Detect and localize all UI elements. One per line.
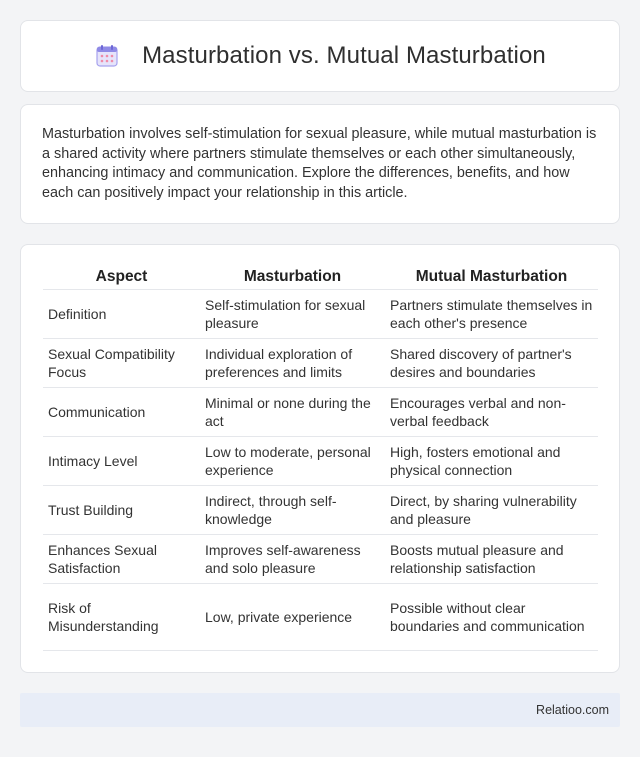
mutual-masturbation-cell: Possible without clear boundaries and communication xyxy=(385,584,598,651)
table-header-row xyxy=(43,266,598,290)
comparison-table xyxy=(43,266,598,651)
table-row xyxy=(43,584,598,651)
table-row xyxy=(43,535,598,584)
intro-text: Masturbation involves self-stimulation for sexual pleasure, while mutual masturbation is a shared activity where partners stimulate themselves or each other simultaneously, enhancing intimacy and communication. Explore the differences, benefits, and how each can positively impact your relationship in this article. xyxy=(42,126,597,201)
comparison-table-card xyxy=(20,244,620,673)
aspect-cell: Intimacy Level xyxy=(43,437,200,486)
footer-bar xyxy=(20,693,620,727)
masturbation-cell: Self-stimulation for sexual pleasure xyxy=(200,290,385,339)
mutual-masturbation-cell: High, fosters emotional and physical connection xyxy=(385,437,598,486)
mutual-masturbation-cell: Encourages verbal and non-verbal feedback xyxy=(385,388,598,437)
table-row xyxy=(43,486,598,535)
aspect-cell: Definition xyxy=(43,290,200,339)
title-card xyxy=(20,20,620,92)
aspect-cell: Trust Building xyxy=(43,486,200,535)
masturbation-cell: Low to moderate, personal experience xyxy=(200,437,385,486)
calendar-icon xyxy=(94,43,120,69)
column-header-aspect: Aspect xyxy=(43,266,200,290)
masturbation-cell: Low, private experience xyxy=(200,584,385,651)
masturbation-cell: Individual exploration of preferences and limits xyxy=(200,339,385,388)
mutual-masturbation-cell: Direct, by sharing vulnerability and pleasure xyxy=(385,486,598,535)
footer-brand: Relatioo.com xyxy=(536,703,609,717)
mutual-masturbation-cell: Partners stimulate themselves in each other's presence xyxy=(385,290,598,339)
mutual-masturbation-cell: Boosts mutual pleasure and relationship satisfaction xyxy=(385,535,598,584)
page-title: Masturbation vs. Mutual Masturbation xyxy=(142,42,546,69)
table-row xyxy=(43,437,598,486)
column-header-mutual-masturbation: Mutual Masturbation xyxy=(385,266,598,290)
mutual-masturbation-cell: Shared discovery of partner's desires and boundaries xyxy=(385,339,598,388)
table-row xyxy=(43,290,598,339)
table-row xyxy=(43,388,598,437)
masturbation-cell: Minimal or none during the act xyxy=(200,388,385,437)
aspect-cell: Communication xyxy=(43,388,200,437)
aspect-cell: Sexual Compatibility Focus xyxy=(43,339,200,388)
masturbation-cell: Indirect, through self-knowledge xyxy=(200,486,385,535)
table-row xyxy=(43,339,598,388)
intro-card xyxy=(20,104,620,224)
aspect-cell: Risk of Misunderstanding xyxy=(43,584,200,651)
column-header-masturbation: Masturbation xyxy=(200,266,385,290)
masturbation-cell: Improves self-awareness and solo pleasure xyxy=(200,535,385,584)
aspect-cell: Enhances Sexual Satisfaction xyxy=(43,535,200,584)
